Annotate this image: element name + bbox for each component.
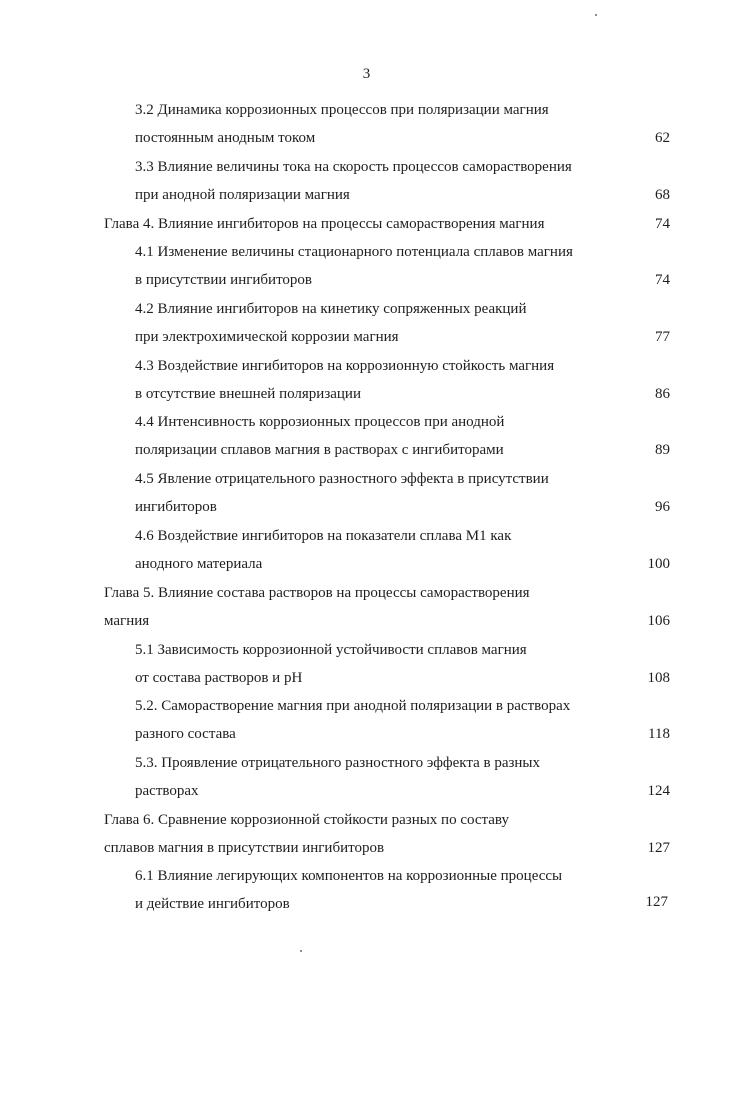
scan-speck [300, 950, 302, 952]
scan-speck [595, 14, 597, 16]
toc-page-number: 86 [655, 386, 670, 402]
toc-chapter-line: магния [104, 613, 150, 629]
toc-line: разного состава [135, 726, 236, 742]
toc-page-number: 106 [647, 613, 670, 629]
toc-line: постоянным анодным током [135, 130, 316, 146]
toc-line: растворах [135, 783, 199, 799]
toc-page-number: 124 [647, 783, 670, 799]
toc-chapter-line: Глава 5. Влияние состава растворов на процессы саморастворения [104, 585, 530, 601]
toc-line: при анодной поляризации магния [135, 187, 350, 203]
toc-chapter-line: Глава 4. Влияние ингибиторов на процессы саморастворения магния [104, 216, 545, 232]
toc-chapter-line: сплавов магния в присутствии ингибиторов [104, 840, 385, 856]
toc-line: ингибиторов [135, 499, 217, 515]
toc-line: 4.6 Воздействие ингибиторов на показатели сплава М1 как [135, 528, 512, 544]
toc-line: 3.3 Влияние величины тока на скорость процессов саморастворения [135, 159, 572, 175]
toc-line: 5.3. Проявление отрицательного разностного эффекта в разных [135, 755, 541, 771]
toc-line: 3.2 Динамика коррозионных процессов при поляризации магния [135, 102, 549, 118]
toc-chapter-line: Глава 6. Сравнение коррозионной стойкости разных по составу [104, 812, 509, 828]
toc-line: 4.1 Изменение величины стационарного потенциала сплавов магния [135, 244, 573, 260]
page-number: 3 [362, 66, 371, 82]
toc-page-number: 74 [655, 216, 670, 232]
toc-line: поляризации сплавов магния в растворах с ингибиторами [135, 442, 504, 458]
toc-line: при электрохимической коррозии магния [135, 329, 399, 345]
toc-page-number: 77 [655, 329, 670, 345]
toc-page-number: 100 [647, 556, 670, 572]
toc-line: 4.3 Воздействие ингибиторов на коррозионную стойкость магния [135, 358, 555, 374]
toc-line: 4.5 Явление отрицательного разностного эффекта в присутствии [135, 471, 549, 487]
toc-page-number: 68 [655, 187, 670, 203]
toc-page-number: 127 [647, 840, 670, 856]
toc-line: 5.1 Зависимость коррозионной устойчивости сплавов магния [135, 642, 527, 658]
toc-line: от состава растворов и pH [135, 670, 303, 686]
toc-line: в отсутствие внешней поляризации [135, 386, 361, 402]
toc-page-number: 127 [645, 894, 668, 910]
toc-line: и действие ингибиторов [135, 896, 290, 912]
toc-line: 6.1 Влияние легирующих компонентов на коррозионные процессы [135, 868, 563, 884]
toc-page-number: 108 [647, 670, 670, 686]
toc-page-number: 62 [655, 130, 670, 146]
toc-page-number: 96 [655, 499, 670, 515]
toc-line: в присутствии ингибиторов [135, 272, 313, 288]
toc-line: анодного материала [135, 556, 263, 572]
toc-page-number: 74 [655, 272, 670, 288]
toc-line: 4.2 Влияние ингибиторов на кинетику сопряженных реакций [135, 301, 527, 317]
toc-page-number: 89 [655, 442, 670, 458]
toc-page-number: 118 [648, 726, 670, 742]
toc-line: 4.4 Интенсивность коррозионных процессов при анодной [135, 414, 505, 430]
toc-line: 5.2. Саморастворение магния при анодной поляризации в растворах [135, 698, 571, 714]
